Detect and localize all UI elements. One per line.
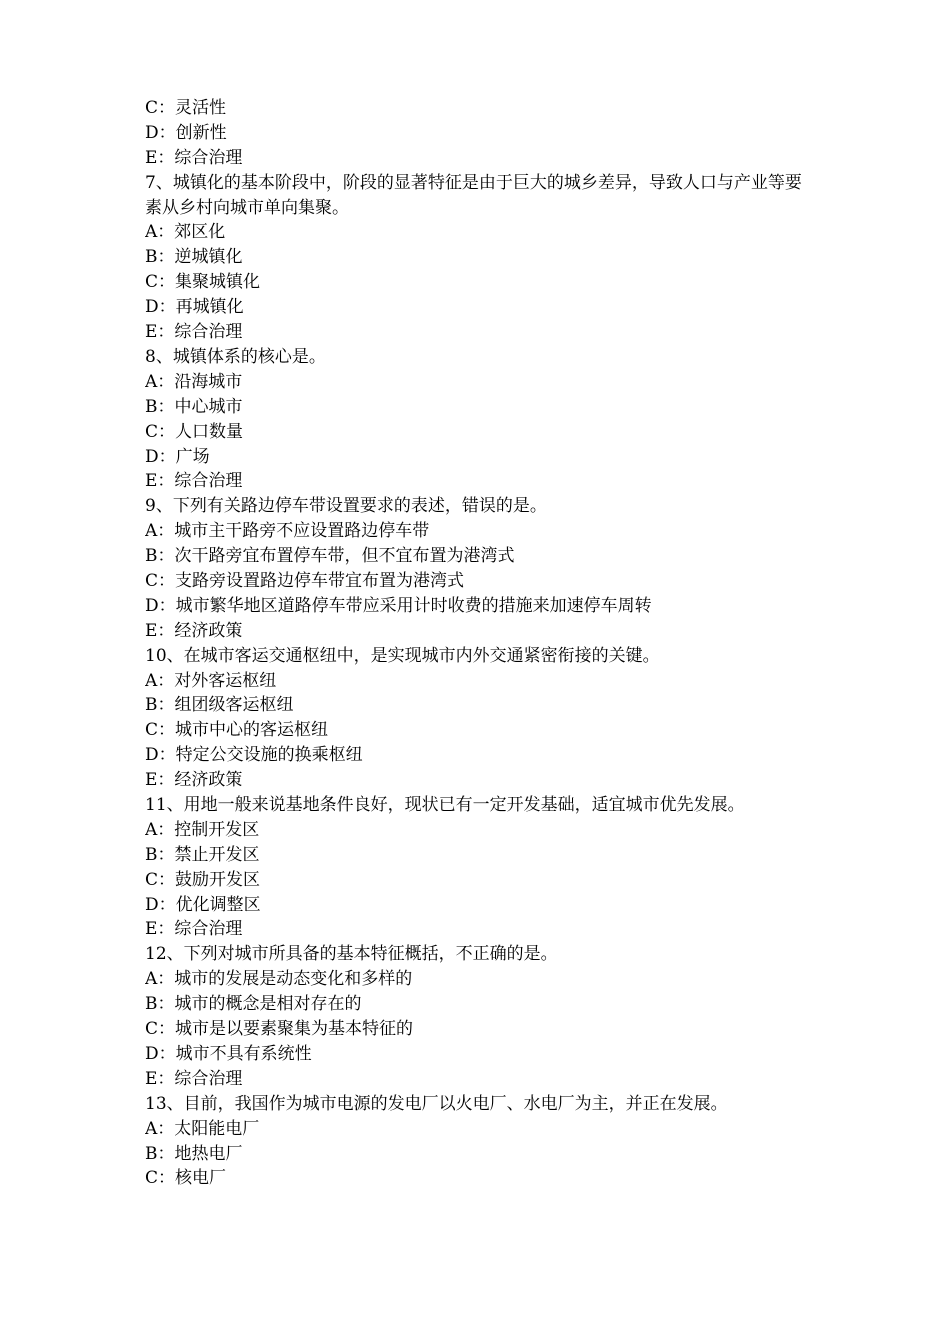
answer-option: B：次干路旁宜布置停车带，但不宜布置为港湾式 bbox=[145, 546, 515, 567]
answer-option: B：地热电厂 bbox=[145, 1143, 243, 1164]
answer-option: D：特定公交设施的换乘枢纽 bbox=[145, 745, 363, 766]
answer-option: D：创新性 bbox=[145, 122, 227, 143]
answer-option: E：综合治理 bbox=[145, 1068, 243, 1089]
answer-option: C：灵活性 bbox=[145, 98, 227, 118]
answer-option: D：城市繁华地区道路停车带应采用计时收费的措施来加速停车周转 bbox=[145, 595, 652, 616]
answer-option: C：支路旁设置路边停车带宜布置为港湾式 bbox=[145, 570, 465, 591]
answer-option: A：郊区化 bbox=[145, 222, 226, 243]
answer-option: C：人口数量 bbox=[145, 421, 244, 442]
exam-question-list bbox=[145, 96, 825, 1191]
answer-option: C：鼓励开发区 bbox=[145, 869, 261, 890]
question-text: 10、在城市客运交通枢纽中，是实现城市内外交通紧密衔接的关键。 bbox=[145, 645, 660, 666]
answer-option: E：综合治理 bbox=[145, 322, 243, 343]
answer-option: B：城市的概念是相对存在的 bbox=[145, 994, 362, 1015]
question-text: 11、用地一般来说基地条件良好，现状已有一定开发基础，适宜城市优先发展。 bbox=[145, 795, 745, 816]
question-text: 7、城镇化的基本阶段中，阶段的显著特征是由于巨大的城乡差异，导致人口与产业等要素从乡村向城市单向集聚。 bbox=[145, 172, 802, 218]
answer-option: A：控制开发区 bbox=[145, 819, 260, 840]
answer-option: D：城市不具有系统性 bbox=[145, 1043, 312, 1064]
answer-option: A：城市的发展是动态变化和多样的 bbox=[145, 969, 413, 990]
answer-option: C：核电厂 bbox=[145, 1168, 227, 1189]
answer-option: D：再城镇化 bbox=[145, 297, 244, 318]
answer-option: B：禁止开发区 bbox=[145, 844, 260, 865]
question-text: 12、下列对城市所具备的基本特征概括，不正确的是。 bbox=[145, 944, 558, 965]
answer-option: C：城市中心的客运枢纽 bbox=[145, 720, 329, 741]
answer-option: E：综合治理 bbox=[145, 147, 243, 168]
answer-option: E：经济政策 bbox=[145, 620, 243, 641]
answer-option: A：对外客运枢纽 bbox=[145, 670, 277, 691]
answer-option: A：太阳能电厂 bbox=[145, 1118, 260, 1139]
answer-option: A：城市主干路旁不应设置路边停车带 bbox=[145, 521, 430, 542]
question-text: 9、下列有关路边停车带设置要求的表述，错误的是。 bbox=[145, 496, 547, 517]
answer-option: B：组团级客运枢纽 bbox=[145, 695, 294, 716]
answer-option: C：集聚城镇化 bbox=[145, 272, 261, 293]
answer-option: D：优化调整区 bbox=[145, 894, 261, 915]
question-text: 8、城镇体系的核心是。 bbox=[145, 346, 326, 367]
answer-option: E：经济政策 bbox=[145, 770, 243, 791]
answer-option: A：沿海城市 bbox=[145, 371, 243, 392]
answer-option: E：综合治理 bbox=[145, 471, 243, 492]
question-text: 13、目前，我国作为城市电源的发电厂以火电厂、水电厂为主，并正在发展。 bbox=[145, 1093, 728, 1114]
answer-option: B：中心城市 bbox=[145, 396, 243, 417]
answer-option: C：城市是以要素聚集为基本特征的 bbox=[145, 1019, 414, 1040]
answer-option: B：逆城镇化 bbox=[145, 247, 243, 268]
answer-option: E：综合治理 bbox=[145, 919, 243, 940]
answer-option: D：广场 bbox=[145, 446, 210, 467]
